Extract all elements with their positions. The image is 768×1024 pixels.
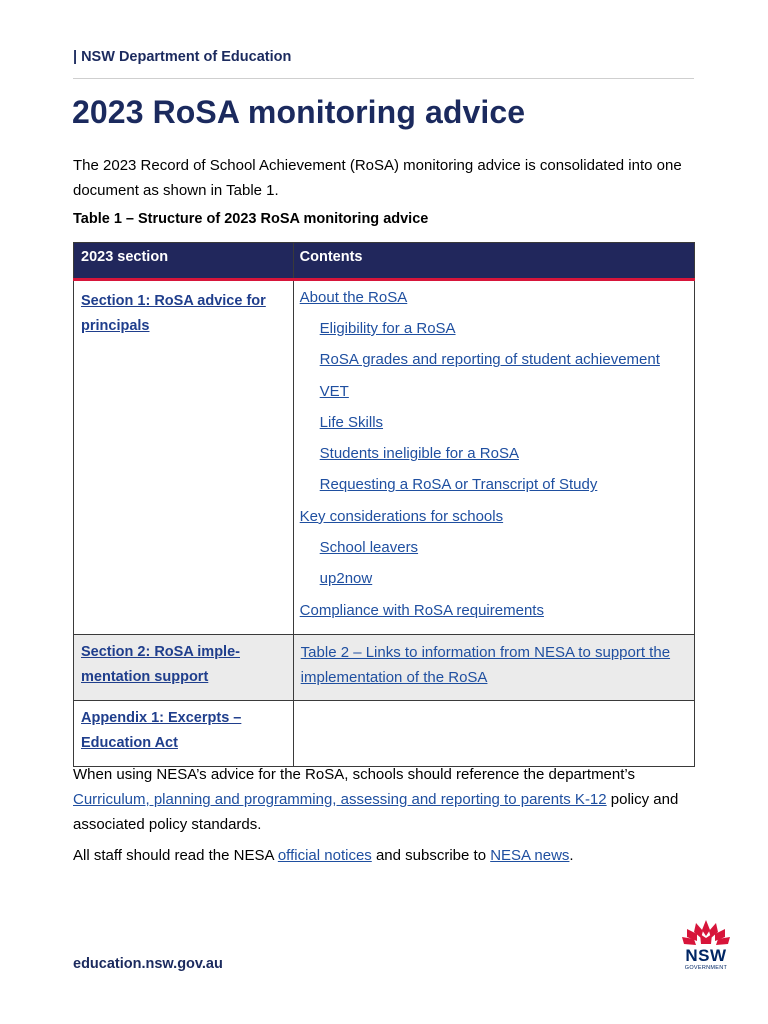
logo-subtext: GOVERNMENT: [684, 965, 728, 971]
section-cell: [74, 634, 294, 700]
ineligible-students-link[interactable]: Students ineligible for a RoSA: [319, 445, 519, 463]
list-item: [300, 595, 687, 626]
section2-line1: Section 2: RoSA imple-: [81, 643, 240, 660]
list-item: [320, 376, 687, 407]
about-rosa-link[interactable]: About the RoSA: [299, 289, 408, 306]
curriculum-policy-link[interactable]: Curriculum, planning and programming, assessing and reporting to parents K-12: [73, 791, 607, 808]
contents-cell: [293, 700, 694, 766]
list-item: [320, 407, 687, 438]
section2-link[interactable]: [81, 644, 240, 685]
nesa-advice-paragraph: [73, 762, 698, 837]
header-section: 2023 section: [74, 243, 294, 280]
table-caption: Table 1 – Structure of 2023 RoSA monitoring advice: [73, 211, 429, 227]
table-row: [74, 280, 695, 635]
list-item: [320, 563, 687, 594]
section1-link[interactable]: Section 1: RoSA advice for principals: [81, 293, 266, 334]
intro-paragraph: The 2023 Record of School Achievement (RoSA) monitoring advice is consolidated into one document as shown in Table 1.: [73, 157, 682, 199]
list-item: [300, 501, 687, 532]
appendix1-line2: Education Act: [81, 734, 178, 751]
list-item: [320, 438, 687, 469]
list-item: [320, 313, 687, 344]
header-contents: Contents: [293, 243, 694, 280]
key-considerations-link[interactable]: Key considerations for schools: [299, 507, 504, 525]
contents-cell: [293, 280, 694, 635]
para2-text-after: .: [569, 847, 574, 864]
logo-text: NSW: [685, 946, 727, 965]
up2now-link[interactable]: up2now: [319, 570, 373, 588]
section-cell: [74, 700, 294, 766]
appendix1-link[interactable]: [81, 710, 241, 751]
table-header-row: [74, 243, 695, 280]
list-item: [320, 469, 687, 500]
grades-reporting-link[interactable]: RoSA grades and reporting of student achievement: [319, 351, 660, 369]
list-item: [320, 532, 687, 563]
section-cell: [74, 280, 294, 635]
vet-link[interactable]: VET: [319, 382, 349, 400]
para1-text-after: policy and associated policy standards.: [73, 791, 679, 833]
para2-text-middle: and subscribe to: [371, 847, 491, 864]
para1-text-before: When using NESA’s advice for the RoSA, schools should reference the department’s: [73, 766, 635, 783]
requesting-rosa-link[interactable]: Requesting a RoSA or Transcript of Study: [319, 476, 598, 494]
table-row: [74, 700, 695, 766]
contents-list: [301, 289, 687, 626]
nesa-news-link[interactable]: NESA news: [490, 847, 570, 864]
contents-cell: [293, 634, 694, 700]
footer-url: education.nsw.gov.au: [73, 956, 223, 972]
staff-paragraph: [73, 843, 698, 868]
table2-link[interactable]: Table 2 – Links to information from NESA to support the implementation of the RoSA: [300, 643, 671, 686]
compliance-link[interactable]: Compliance with RoSA requirements: [299, 601, 544, 619]
table-row: [74, 634, 695, 700]
school-leavers-link[interactable]: School leavers: [319, 539, 419, 557]
list-item: [320, 344, 687, 375]
appendix1-line1: Appendix 1: Excerpts –: [81, 709, 242, 726]
header-divider: [73, 78, 694, 79]
list-item: [300, 289, 687, 307]
eligibility-link[interactable]: Eligibility for a RoSA: [319, 320, 456, 337]
official-notices-link[interactable]: official notices: [277, 847, 372, 864]
para2-text-before: All staff should read the NESA: [73, 847, 278, 864]
structure-table: [73, 242, 695, 767]
section2-line2: mentation support: [81, 668, 209, 685]
header-org: | NSW Department of Education: [73, 49, 292, 65]
life-skills-link[interactable]: Life Skills: [319, 413, 384, 431]
page-title: 2023 RoSA monitoring advice: [72, 94, 526, 130]
